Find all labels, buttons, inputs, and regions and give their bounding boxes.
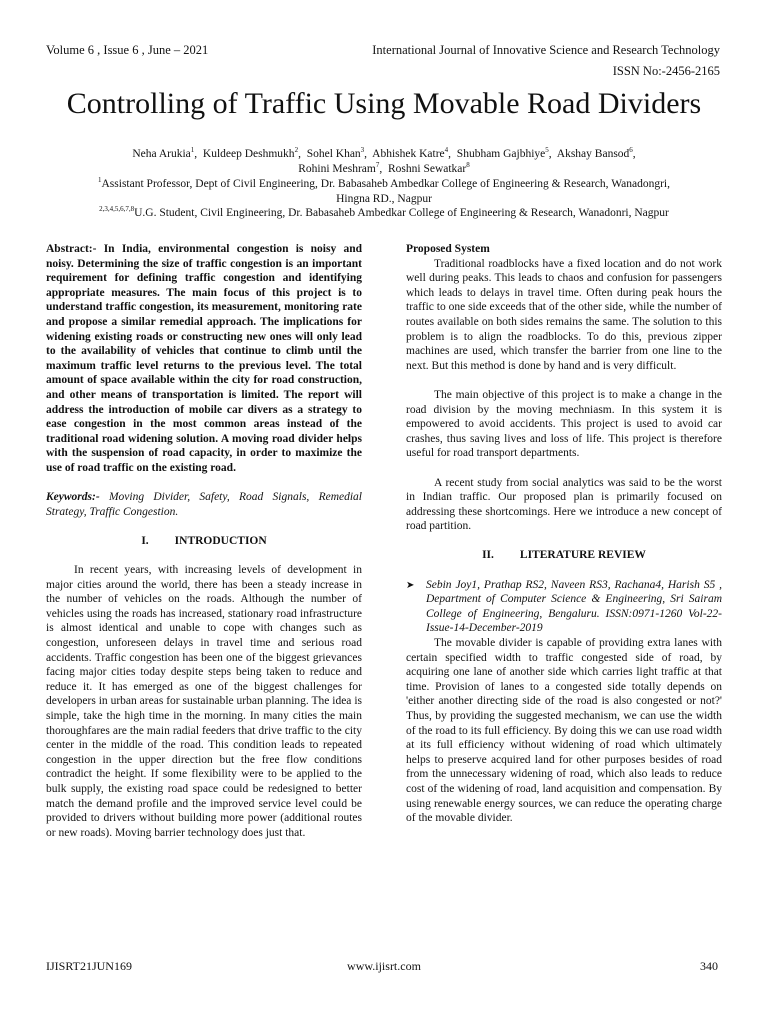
author-name: Shubham Gajbhiye — [456, 148, 546, 160]
author-separator: , — [632, 148, 636, 160]
author-separator: , — [194, 148, 203, 160]
paper-title: Controlling of Traffic Using Movable Road Dividers — [66, 87, 702, 120]
volume-info: Volume 6 , Issue 6 , June – 2021 — [46, 43, 209, 57]
reference-item — [406, 578, 722, 636]
journal-name: International Journal of Innovative Science and Research Technology — [372, 43, 720, 57]
author-separator: , — [548, 148, 557, 160]
affiliation-1-marker: 1 — [98, 176, 102, 185]
author-name: Sohel Khan — [306, 148, 361, 160]
section-title: LITERATURE REVIEW — [519, 549, 646, 562]
affiliation-1 — [30, 177, 738, 192]
author-name: Neha Arukia — [132, 148, 191, 160]
author-affiliation-marker: 8 — [466, 161, 470, 170]
reference-text: Sebin Joy1, Prathap RS2, Naveen RS3, Rachana4, Harish S5 , Department of Computer Science & Engineering, Sri Sairam College of Engineering, Bengaluru. ISSN:0971-1260 Vol-22- Issue-14-December-2019 — [426, 578, 722, 635]
author-separator: , — [298, 148, 307, 160]
author-name: Akshay Bansod — [556, 148, 630, 160]
keywords — [46, 490, 362, 519]
right-column — [406, 242, 722, 826]
proposed-system-heading: Proposed System — [406, 243, 490, 255]
abstract-label: Abstract:- — [46, 243, 97, 255]
section-heading-literature-review — [406, 548, 722, 563]
author-name: Abhishek Katre — [372, 148, 445, 160]
section-number: II. — [482, 549, 494, 562]
keywords-label: Keywords:- — [46, 491, 100, 504]
author-affiliation-marker: 2 — [294, 146, 299, 155]
abstract-text: In India, environmental congestion is noisy and noisy. Determining the size of traffic congestion is an important requirement for defining traffic congestion and identifying appropriate measures. The main focus of this project is to understand traffic congestion, its measurement, monitoring rate and propose a similar remedial approach. The implications for widening existing roads or constructing new ones will only lead to the availability of vehicles that continue to climb until the maximum traffic level returns to the previous level. The total amount of space available within the city for road construction, and other means of transportation is limited. The report will address the introduction of mobile car divers as a strategy to ease congestion in the most common areas instead of the traditional road widening solution. A moving road divider helps with the suspension of road capacity, in order to maximize the use of road traffic on the existing road. — [46, 243, 362, 474]
author-separator: , — [379, 163, 388, 175]
affiliation-2-text: U.G. Student, Civil Engineering, Dr. Babasaheb Ambedkar College of Engineering & Research, Wanadonri, Nagpur — [134, 207, 669, 219]
proposed-paragraph-2: The main objective of this project is to make a change in the road division by the moving mechniasm. In this system it is empowered to avoid accidents. This project is used to avoid car crashes, thus saving lives and loss of life. This project is therefore useful for road transport departments. — [406, 388, 722, 460]
keywords-text: Moving Divider, Safety, Road Signals, Remedial Strategy, Traffic Congestion. — [46, 491, 362, 518]
arrow-bullet-icon: ➤ — [406, 579, 415, 591]
affiliation-2 — [30, 206, 738, 221]
author-name: Rohini Meshram — [298, 163, 376, 175]
section-heading-introduction — [46, 534, 362, 549]
proposed-paragraph-1: Traditional roadblocks have a fixed location and do not work well during peaks. This leads to chaos and confusion for passengers which leads to delays in travel time. Often during peak hours the traffic to one side exceeds that of the other side, while the number of routes available on both sides remains the same. The solution to this problem is to align the roadblocks. To do this, previous zipper machines are used, which transfer the barrier from one line to the next. But this method is done by hand and is very difficult. — [406, 257, 722, 372]
section-number: I. — [141, 534, 149, 547]
page-number: 340 — [700, 959, 718, 973]
affiliation-1-text: Assistant Professor, Dept of Civil Engineering, Dr. Babasaheb Ambedkar College of Engineering & Research, Wanadongri, — [101, 178, 670, 190]
author-affiliation-marker: 6 — [629, 146, 633, 155]
footer-url[interactable]: www.ijisrt.com — [347, 959, 421, 973]
author-name: Roshni Sewatkar — [387, 163, 467, 175]
affiliation-1-line2: Hingna RD., Nagpur — [336, 193, 432, 205]
author-name: Kuldeep Deshmukh — [202, 148, 295, 160]
literature-review-paragraph: The movable divider is capable of providing extra lanes with certain specified width to traffic congested side of road, by acquiring one lane of another side which carries light traffic at that time. Provision of lanes to a congested side totally depends on 'either another directing side of the road is also congested or not?' Thus, by providing the suggested mechanism, we can use the width of the road to its full efficiency. By doing this we can use road width at its full efficiency without widening of road which ultimately helps to preserve acquired land for other purposes besides of road from the unnecessary widening of road, which also leads to reduce cost of the widening of road, land acquisition and compensation. By using renewable energy sources, we can reduce the operating charge of the movable divider. — [406, 637, 722, 825]
introduction-paragraph: In recent years, with increasing levels of development in major cities around the world, there has been a steady increase in the number of vehicles on the roads. Although the number of vehicles using the roads has increased, stationary road infrastructure is almost identical and unable to cope with changes such as congestion, unforeseen delays in travel time and serious road accidents. Traffic congestion has been one of the biggest grievances facing major cities today despite steps being taken to reduce and reduce it. It has emerged as one of the biggest challenges for developers in urban areas for sustainable urban planning. The idea is simple, take the high time in the morning. In many cities the main thoroughfares are the main radial feeders that drive traffic to the city center in the middle of the road. This condition leads to repeated congestion in the upper direction but the free flow conditions contradict the height. If some flexibility were to be applied to the bulk supply, the existing road space could be redesigned to better match the demand profile and the improved service level could be provided to drivers without building more power (additional routes or new roads). Moving barrier technology does just that. — [46, 564, 362, 839]
author-separator: , — [448, 148, 457, 160]
section-title: INTRODUCTION — [174, 534, 267, 547]
author-list-continued — [30, 162, 738, 177]
author-affiliation-marker: 7 — [375, 161, 380, 170]
author-list — [30, 147, 738, 162]
author-affiliation-marker: 3 — [360, 146, 365, 155]
author-affiliation-marker: 1 — [190, 146, 195, 155]
left-column — [46, 242, 362, 840]
proposed-paragraph-3: A recent study from social analytics was said to be the worst in Indian traffic. Our proposed plan is primarily focused on addressing these shortcomings. Here we introduce a new concept of road partition. — [406, 476, 722, 533]
abstract — [46, 242, 362, 476]
issn: ISSN No:-2456-2165 — [612, 64, 720, 78]
author-affiliation-marker: 5 — [545, 146, 549, 155]
footer-paper-code: IJISRT21JUN169 — [46, 959, 132, 973]
author-separator: , — [364, 148, 373, 160]
author-affiliation-marker: 4 — [444, 146, 449, 155]
affiliation-2-marker: 2,3,4,5,6,7,8 — [99, 205, 135, 214]
